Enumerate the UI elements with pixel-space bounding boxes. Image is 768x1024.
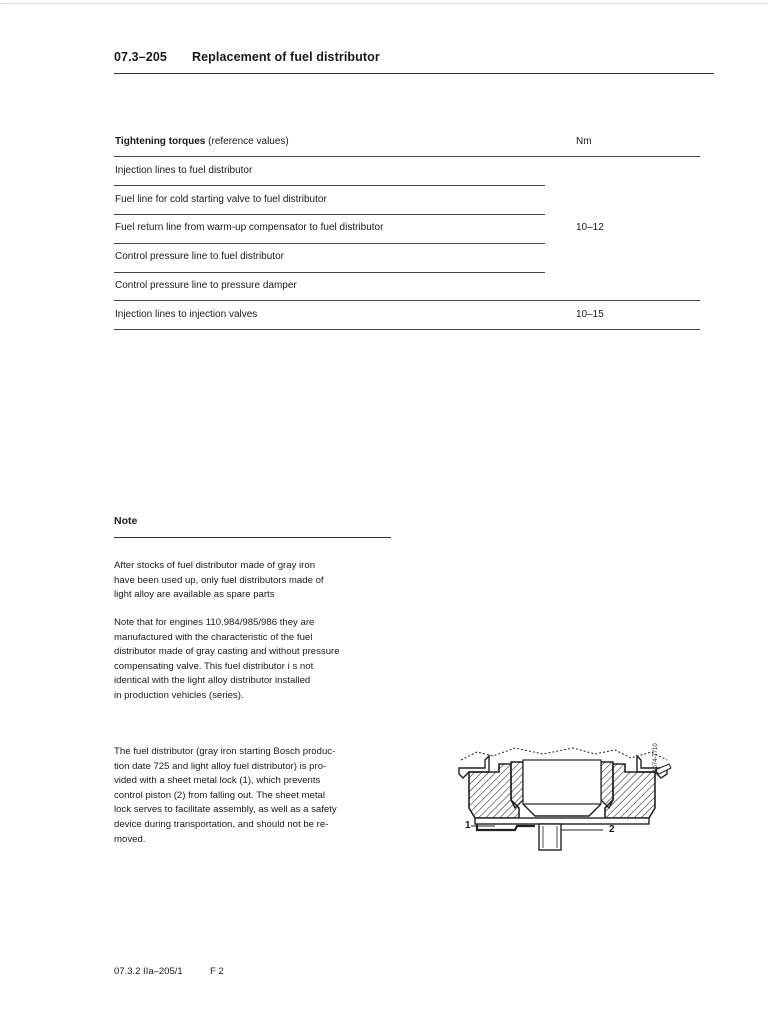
- text-line: device during transportation, and should not be re-: [114, 818, 329, 830]
- figure-id-label: 1074-7710: [653, 743, 659, 772]
- text-line: Note that for engines 110.984/985/986 they are: [114, 617, 315, 628]
- text-line: distributor made of gray casting and without pressure: [114, 646, 340, 658]
- text-line: in production vehicles (series).: [114, 689, 244, 701]
- torque-unit: Nm: [576, 136, 592, 147]
- row-label: Fuel line for cold starting valve to fuel distributor: [115, 193, 327, 205]
- torque-table: [114, 128, 700, 330]
- row-label: Injection lines to fuel distributor: [115, 164, 253, 176]
- row-label: Fuel return line from warm-up compensator to fuel distributor: [115, 222, 384, 234]
- note-heading: Note: [114, 515, 138, 527]
- row-label: Control pressure line to pressure damper: [115, 279, 297, 291]
- footer-page: F 2: [210, 966, 224, 977]
- page-title: Replacement of fuel distributor: [192, 50, 380, 64]
- header-rule: [114, 73, 714, 74]
- torque-heading-note: (reference values): [208, 136, 289, 147]
- text-line: The fuel distributor (gray iron starting Bosch produc-: [114, 746, 336, 757]
- text-line: lock serves to facilitate assembly, as well as a safety: [114, 804, 337, 816]
- text-line: have been used up, only fuel distributors made of: [114, 574, 324, 586]
- text-line: After stocks of fuel distributor made of gray iron: [114, 560, 316, 571]
- text-line: identical with the light alloy distributor installed: [114, 675, 311, 687]
- table-row: [114, 157, 700, 186]
- text-line: tion date 725 and light alloy fuel distributor) is pro-: [114, 760, 327, 772]
- table-row: [114, 214, 700, 243]
- callout-2-label: 2: [609, 824, 615, 835]
- text-line: control piston (2) from falling out. The sheet metal: [114, 789, 325, 801]
- table-row: [114, 301, 700, 330]
- torque-table-header-row: [114, 128, 700, 157]
- table-row: [114, 272, 700, 301]
- torque-table-heading: [115, 136, 289, 147]
- callout-1-label: 1: [465, 820, 471, 831]
- section-code: 07.3–205: [114, 50, 167, 64]
- text-line: compensating valve. This fuel distributor i s not: [114, 660, 314, 672]
- table-rule: [114, 329, 700, 330]
- fuel-distributor-figure: [455, 742, 677, 858]
- text-line: light alloy are available as spare parts: [114, 589, 275, 601]
- text-line: vided with a sheet metal lock (1), which prevents: [114, 775, 321, 787]
- row-value: 10–15: [576, 308, 604, 320]
- table-row: [114, 243, 700, 272]
- row-label: Control pressure line to fuel distributor: [115, 251, 284, 263]
- page-footer: [114, 966, 224, 977]
- row-value: 10–12: [576, 222, 604, 234]
- footer-code: 07.3.2 IIa–205/1: [114, 966, 183, 977]
- top-edge-dots: [0, 3, 768, 4]
- note-paragraph-1: [114, 559, 399, 603]
- note-rule: [114, 537, 391, 538]
- body-paragraph: [114, 745, 399, 847]
- table-row: [114, 186, 700, 215]
- fuel-distributor-section-drawing: [455, 742, 677, 858]
- text-line: moved.: [114, 833, 146, 845]
- page-header: [114, 50, 714, 64]
- text-line: manufactured with the characteristic of the fuel: [114, 631, 313, 643]
- note-paragraph-2: [114, 616, 399, 704]
- torque-heading-bold: Tightening torques: [115, 136, 206, 147]
- row-label: Injection lines to injection valves: [115, 308, 258, 320]
